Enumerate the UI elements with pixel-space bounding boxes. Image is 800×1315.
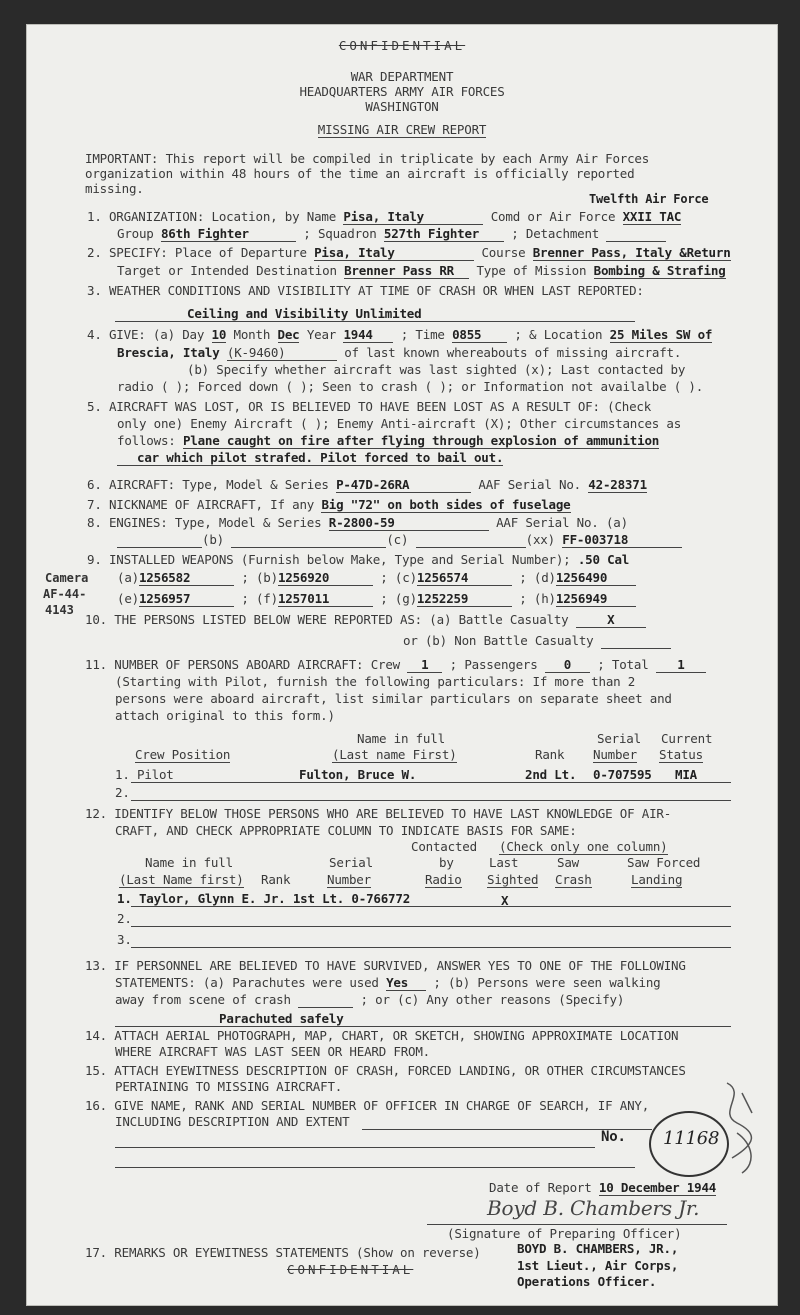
battle-casualty-mark: X xyxy=(576,612,646,628)
crew-row1-status: MIA xyxy=(675,767,697,782)
year-label: Year xyxy=(306,327,337,342)
identify-check-note: (Check only one column) xyxy=(499,839,668,854)
weapon-c-label: ; (c) xyxy=(380,570,417,585)
engine-serial-label: AAF Serial No. (a) xyxy=(496,515,628,530)
crew-h-name1: Name in full xyxy=(357,731,445,746)
date-label: Date of Report xyxy=(489,1180,592,1195)
officer-rank: 1st Lieut., Air Corps, xyxy=(517,1258,679,1273)
mission-value: Bombing & Strafing xyxy=(593,263,726,278)
org-location: Pisa, Italy xyxy=(343,209,483,225)
crew-row2-line xyxy=(131,800,731,801)
important-line3: missing. xyxy=(85,181,144,196)
nickname-label: 7. NICKNAME OF AIRCRAFT, If any xyxy=(87,497,315,512)
important-line1: IMPORTANT: This report will be compiled in triplicate by each Army Air Forces xyxy=(85,151,650,166)
id-row3-line xyxy=(131,947,731,948)
attach-16-line2: INCLUDING DESCRIPTION AND EXTENT xyxy=(115,1114,350,1129)
parachutes-label: STATEMENTS: (a) Parachutes were used xyxy=(115,975,379,990)
weapon-g-label: ; (g) xyxy=(380,591,417,606)
day-value: 10 xyxy=(211,327,227,342)
lost-line2: only one) Enemy Aircraft ( ); Enemy Anti-aircraft (X); Other circumstances as xyxy=(117,416,682,431)
sighted-line: (b) Specify whether aircraft was last sighted (x); Last contacted by xyxy=(187,362,686,377)
attach-14-line1: 14. ATTACH AERIAL PHOTOGRAPH, MAP, CHART, OR SKETCH, SHOWING APPROXIMATE LOCATION xyxy=(85,1028,679,1043)
crew-h-status2: Status xyxy=(659,747,703,762)
time-label: ; Time xyxy=(400,327,445,342)
id-h-name2: (Last Name first) xyxy=(119,872,244,887)
id-h-forced1: Saw Forced xyxy=(627,855,701,870)
search-line3 xyxy=(115,1167,635,1168)
lost-line1: 5. AIRCRAFT WAS LOST, OR IS BELIEVED TO HAVE BEEN LOST AS A RESULT OF: (Check xyxy=(87,399,652,414)
crew-h-name2: (Last name First) xyxy=(332,747,457,762)
weather-label: 3. WEATHER CONDITIONS AND VISIBILITY AT TIME OF CRASH OR WHEN LAST REPORTED: xyxy=(87,283,644,298)
crew-row1-line xyxy=(131,782,731,783)
id-h-forced2: Landing xyxy=(631,872,683,887)
crew-row1-num: 1. xyxy=(115,767,130,782)
weapon-d: 1256490 xyxy=(556,570,636,586)
crew-h-rank: Rank xyxy=(535,747,565,762)
total-count: 1 xyxy=(656,657,706,673)
weapon-d-label: ; (d) xyxy=(519,570,556,585)
engines-label: 8. ENGINES: Type, Model & Series xyxy=(87,515,322,530)
non-battle-label: or (b) Non Battle Casualty xyxy=(403,633,594,648)
nickname-value: Big "72" on both sides of fuselage xyxy=(321,497,571,512)
location-label: ; & Location xyxy=(514,327,603,342)
crew-h-serial2: Number xyxy=(593,747,637,762)
officer-name: BOYD B. CHAMBERS, JR., xyxy=(517,1241,679,1256)
id-row2: 2. xyxy=(117,911,132,926)
engine-xx-label: (xx) xyxy=(525,532,555,547)
crew-row1-position: Pilot xyxy=(137,767,174,782)
id-row2-line xyxy=(131,926,731,927)
crew-h-status1: Current xyxy=(661,731,713,746)
particulars-line1: (Starting with Pilot, furnish the following particulars: If more than 2 xyxy=(115,674,636,689)
target-label: Target or Intended Destination xyxy=(117,263,337,278)
weapon-f: 1257011 xyxy=(278,591,373,607)
location-value: 25 Miles SW of xyxy=(609,327,713,342)
crew-row1-name: Fulton, Bruce W. xyxy=(299,767,417,782)
washington: WASHINGTON xyxy=(365,99,439,114)
signature: Boyd B. Chambers Jr. xyxy=(487,1196,700,1220)
scene-label: away from scene of crash xyxy=(115,992,291,1007)
mission-label: Type of Mission xyxy=(476,263,587,278)
crew-count: 1 xyxy=(407,657,442,673)
group-label: Group xyxy=(117,226,154,241)
month-label: Month xyxy=(233,327,271,342)
month-value: Dec xyxy=(277,327,300,342)
year-value: 1944 xyxy=(343,327,393,343)
weapon-c: 1256574 xyxy=(417,570,512,586)
date-value: 10 December 1944 xyxy=(598,1180,717,1195)
survived-value: Parachuted safely xyxy=(219,1011,344,1026)
weapon-b-label: ; (b) xyxy=(241,570,278,585)
weapon-a: 1256582 xyxy=(139,570,234,586)
id-h-saw1: Saw xyxy=(557,855,579,870)
weapons-label: 9. INSTALLED WEAPONS (Furnish below Make, Type and Serial Number); xyxy=(87,552,571,567)
attach-14-line2: WHERE AIRCRAFT WAS LAST SEEN OR HEARD FROM. xyxy=(115,1044,431,1059)
war-department: WAR DEPARTMENT xyxy=(350,69,454,84)
camera-note-1: Camera xyxy=(45,571,89,585)
survived-line1: 13. IF PERSONNEL ARE BELIEVED TO HAVE SURVIVED, ANSWER YES TO ONE OF THE FOLLOWING xyxy=(85,958,686,973)
comd-value: XXII TAC xyxy=(622,209,682,224)
lost-value1: Plane caught on fire after flying through explosion of ammunition xyxy=(182,433,660,448)
weapon-b: 1256920 xyxy=(278,570,373,586)
id-h-serial2: Number xyxy=(327,872,371,887)
attach-16-line1: 16. GIVE NAME, RANK AND SERIAL NUMBER OF OFFICER IN CHARGE OF SEARCH, IF ANY, xyxy=(85,1098,650,1113)
engine-b-label: (b) xyxy=(202,532,224,547)
crew-h-serial1: Serial xyxy=(597,731,641,746)
stamp-no-label: No. xyxy=(601,1129,626,1145)
officer-title: Operations Officer. xyxy=(517,1274,657,1289)
weapon-a-label: (a) xyxy=(117,570,139,585)
weapon-f-label: ; (f) xyxy=(241,591,278,606)
radio-line: radio ( ); Forced down ( ); Seen to crash ( ); or Information not availalbe ( ). xyxy=(117,379,704,394)
margin-scribble-icon xyxy=(707,1073,767,1183)
search-line2 xyxy=(115,1147,595,1148)
identify-line1: 12. IDENTIFY BELOW THOSE PERSONS WHO ARE BELIEVED TO HAVE LAST KNOWLEDGE OF AIR- xyxy=(85,806,672,821)
lost-value2: car which pilot strafed. Pilot forced to bail out. xyxy=(117,450,503,466)
squadron-value: 527th Fighter xyxy=(384,226,504,242)
weapon-h: 1256949 xyxy=(556,591,636,607)
id-row3: 3. xyxy=(117,932,132,947)
identify-contacted: Contacted xyxy=(411,839,477,854)
id-h-serial1: Serial xyxy=(329,855,373,870)
weapon-h-label: ; (h) xyxy=(519,591,556,606)
comd-label: Comd or Air Force xyxy=(490,209,616,224)
report-title: MISSING AIR CREW REPORT xyxy=(317,122,487,137)
engine-value: R-2800-59 xyxy=(329,515,489,531)
engine-serial: FF-003718 xyxy=(562,532,682,548)
group-value: 86th Fighter xyxy=(161,226,296,242)
air-force-value: Twelfth Air Force xyxy=(589,192,709,206)
signature-caption: (Signature of Preparing Officer) xyxy=(447,1226,682,1241)
id-h-radio: Radio xyxy=(425,872,462,887)
id-h-rank: Rank xyxy=(261,872,291,887)
grid-value: (K-9460) xyxy=(227,345,337,361)
other-reasons-label: ; or (c) Any other reasons (Specify) xyxy=(360,992,625,1007)
id-row1: 1. Taylor, Glynn E. Jr. 1st Lt. 0-766772 xyxy=(117,891,411,906)
org-label: 1. ORGANIZATION: Location, by Name xyxy=(87,209,337,224)
whereabouts-text: of last known whereabouts of missing aircraft. xyxy=(344,345,682,360)
headquarters: HEADQUARTERS ARMY AIR FORCES xyxy=(299,84,505,99)
crew-row1-rank: 2nd Lt. xyxy=(525,767,577,782)
id-row1-line xyxy=(131,906,731,907)
course-value: Brenner Pass, Italy &Return xyxy=(532,245,731,260)
id-h-by: by xyxy=(439,855,454,870)
passengers-label: ; Passengers xyxy=(449,657,538,672)
weather-underline xyxy=(115,321,635,322)
parachutes-value: Yes xyxy=(386,975,426,991)
important-line2: organization within 48 hours of the time an aircraft is officially reported xyxy=(85,166,635,181)
id-row1-mark: X xyxy=(501,893,509,908)
course-label: Course xyxy=(481,245,526,260)
passenger-count: 0 xyxy=(545,657,590,673)
location-value-2: Brescia, Italy xyxy=(117,345,220,360)
weapon-e: 1256957 xyxy=(139,591,234,607)
stamp-number: 11168 xyxy=(663,1128,720,1149)
crew-row2-num: 2. xyxy=(115,785,130,800)
crew-h-position: Crew Position xyxy=(135,747,231,762)
weapon-e-label: (e) xyxy=(117,591,139,606)
camera-note-2: AF-44- xyxy=(43,587,87,601)
day-label: 4. GIVE: (a) Day xyxy=(87,327,205,342)
walking-label: ; (b) Persons were seen walking xyxy=(433,975,661,990)
id-h-last2: Sighted xyxy=(487,872,539,887)
particulars-line3: attach original to this form.) xyxy=(115,708,335,723)
persons-label: 10. THE PERSONS LISTED BELOW WERE REPORTED AS: (a) Battle Casualty xyxy=(85,612,569,627)
attach-15-line2: PERTAINING TO MISSING AIRCRAFT. xyxy=(115,1079,343,1094)
id-h-name1: Name in full xyxy=(145,855,233,870)
id-h-last1: Last xyxy=(489,855,519,870)
detachment-label: ; Detachment xyxy=(511,226,600,241)
weapons-caliber: .50 Cal xyxy=(577,552,630,567)
remarks-label: 17. REMARKS OR EYEWITNESS STATEMENTS (Show on reverse) xyxy=(85,1245,481,1260)
squadron-label: ; Squadron xyxy=(303,226,377,241)
departure-label: 2. SPECIFY: Place of Departure xyxy=(87,245,307,260)
number-label: 11. NUMBER OF PERSONS ABOARD AIRCRAFT: Crew xyxy=(85,657,401,672)
engine-c-label: (c) xyxy=(386,532,409,547)
confidential-footer: CONFIDENTIAL xyxy=(287,1262,414,1277)
time-value: 0855 xyxy=(452,327,507,343)
particulars-line2: persons were aboard aircraft, list similar particulars on separate sheet and xyxy=(115,691,672,706)
survived-underline xyxy=(115,1026,731,1027)
signature-line xyxy=(427,1224,727,1225)
total-label: ; Total xyxy=(597,657,649,672)
weapon-g: 1252259 xyxy=(417,591,512,607)
crew-row1-serial: 0-707595 xyxy=(593,767,652,782)
aircraft-label: 6. AIRCRAFT: Type, Model & Series xyxy=(87,477,329,492)
confidential-heading: CONFIDENTIAL xyxy=(338,38,466,53)
id-h-saw2: Crash xyxy=(555,872,592,887)
attach-15-line1: 15. ATTACH EYEWITNESS DESCRIPTION OF CRASH, FORCED LANDING, OR OTHER CIRCUMSTANCES xyxy=(85,1063,686,1078)
departure-value: Pisa, Italy xyxy=(314,245,474,261)
report-page xyxy=(26,24,778,1306)
lost-line3: follows: xyxy=(117,433,176,448)
aircraft-type: P-47D-26RA xyxy=(336,477,471,493)
identify-line2: CRAFT, AND CHECK APPROPRIATE COLUMN TO INDICATE BASIS FOR SAME: xyxy=(115,823,577,838)
camera-note-3: 4143 xyxy=(45,603,74,617)
target-value: Brenner Pass RR xyxy=(344,263,469,279)
aircraft-serial: 42-28371 xyxy=(588,477,647,492)
weather-value: Ceiling and Visibility Unlimited xyxy=(187,306,422,321)
aircraft-serial-label: AAF Serial No. xyxy=(478,477,581,492)
